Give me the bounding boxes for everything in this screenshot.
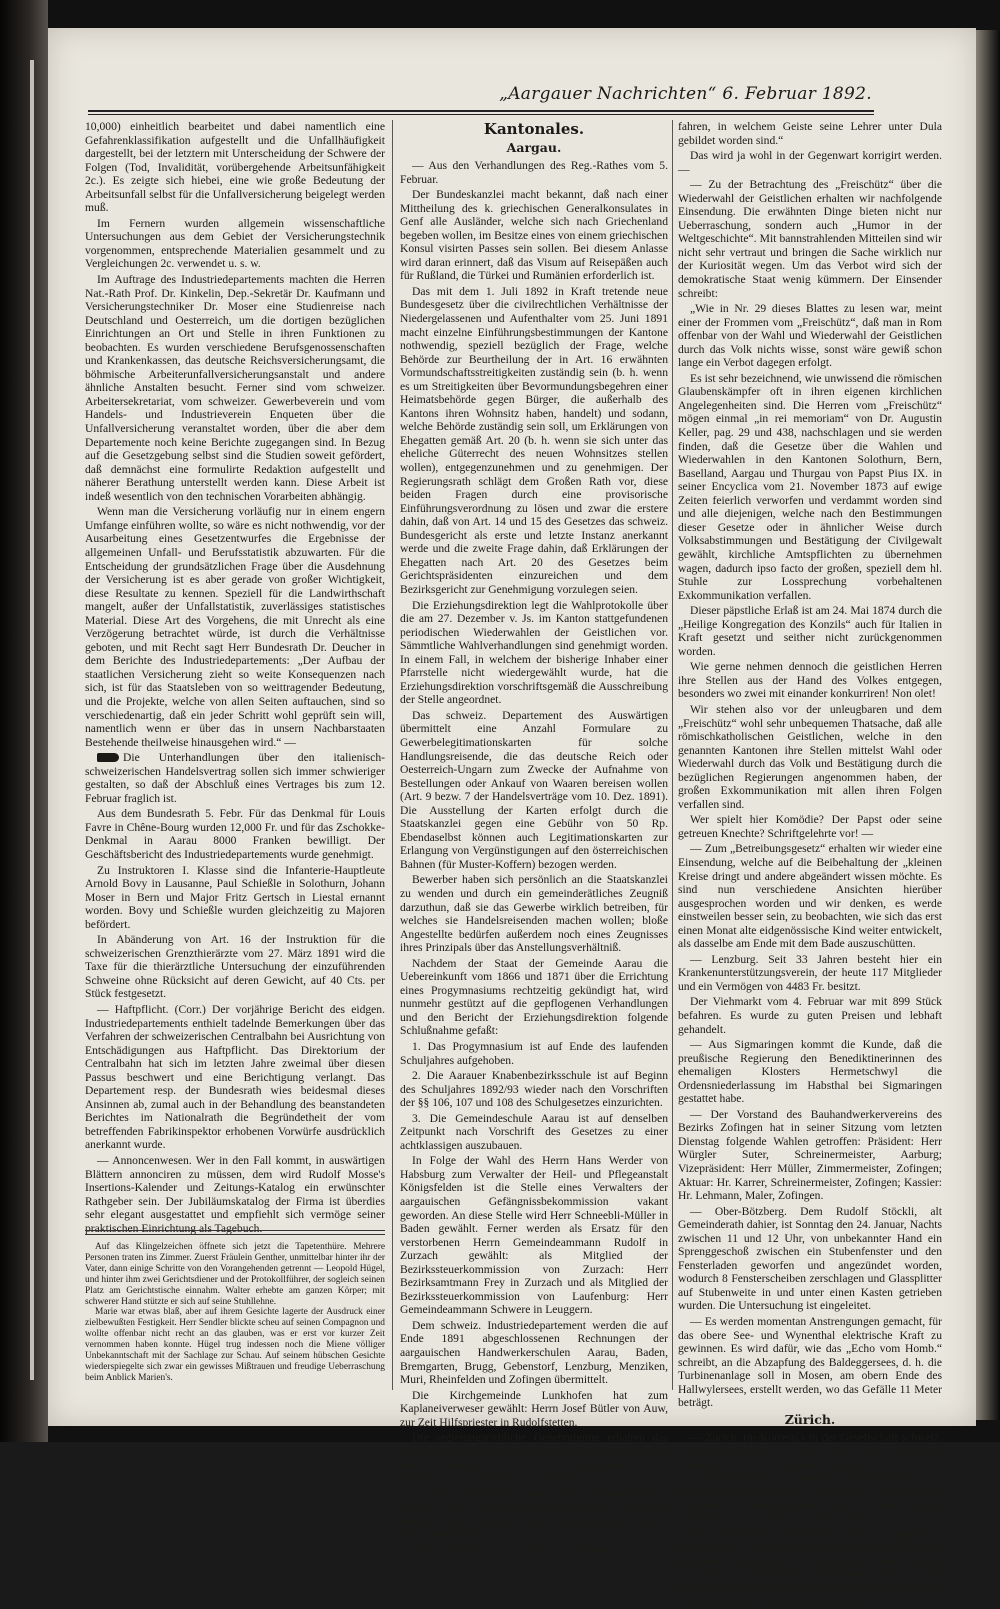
article-paragraph: — Aus Sigmaringen kommt die Kunde, daß die preußische Regierung den Benediktinerinnen des ehemaligen Klosters Hermetschwyl die Ordensniederlassung im Habsthal bei Sigmaringen gestattet habe. — [678, 1038, 942, 1106]
article-paragraph: — Es werden momentan Anstrengungen gemacht, für das obere See- und Wynenthal elektrische Kraft zu gewinnen. Es wird dafür, wie das „Echo vom Homb.“ schreibt, an die Abzapfung des Baldeggersees, d. h. die Turbinenanlage soll in Mosen, am obern Ende des Hallwylersees, erstellt werden, wo das Gefälle 11 Meter beträgt. — [678, 1315, 942, 1410]
feuilleton-rule-2 — [85, 1234, 385, 1235]
article-paragraph: — Ober-Bötzberg. Dem Rudolf Stöckli, alt Gemeinderath dahier, ist Sonntag den 24. Januar, Nachts zwischen 11 und 12 Uhr, von unbekannter Hand ein Sprenggeschoß zwischen ein Stubenfenster und den Fensterladen geworfen und angezündet worden, wodurch 8 Fensterscheiben zerschlagen und Glassplitter auf Stubenweite in und unter einen Kasten getrieben wurden. Die Untersuchung ist eingeleitet. — [678, 1204, 942, 1313]
article-paragraph: Der Viehmarkt vom 4. Februar war mit 899 Stück befahren. Es wurde zu guten Preisen und lebhaft gehandelt. — [678, 995, 942, 1036]
article-paragraph: Die Kirchgemeinde Lunkhofen hat zum Kaplaneiverweser gewählt: Herrn Josef Bütler von Auw, zur Zeit Hilfspriester in Rudolfstetten. — [400, 1388, 668, 1429]
article-paragraph: Das christliche Aargauer Volk hat aber nun er- — [412, 1543, 627, 1557]
masthead — [88, 62, 874, 112]
article-paragraph: Im Fernern wurden allgemein wissenschaftliche Untersuchungen aus dem Gebiet der Versicherungstechnik vorgenommen, entsprechende Materialien gesammelt und zu Vergleichungen 2c. verwendet u. s. w. — [85, 216, 385, 271]
article-paragraph: Wie gerne nehmen dennoch die geistlichen Herren ihre Stellen aus der Hand des Volkes entgegen, besonders wo zwei mit einander konkurriren! Non olet! — [678, 660, 942, 701]
article-paragraph: — Aus den Verhandlungen des Reg.-Rathes vom 5. Februar. — [400, 159, 668, 186]
column-1 — [85, 120, 385, 1235]
feuilleton-paragraph: Auf das Klingelzeichen öffnete sich jetzt die Tapetenthüre. Mehrere Personen traten ins Zimmer. Zuerst Fräulein Genther, unmittelbar hinter ihr der Vater, dann einige Schritte von den Vorangehenden getrennt — Leopold Hügel, und hinter ihm zwei Gerichtsdiener und der Protokollführer, der sogleich seinen Platz am Gerichtstische einnahm. Walter erhebte am ganzen Körper; mit schwerer Hand stützte er sich auf seine Stuhllehne. — [85, 1242, 385, 1307]
column-3 — [678, 120, 942, 1609]
article-paragraph: In Folge der Wahl des Herrn Hans Werder von Habsburg zum Verwalter der Heil- und Pflegeanstalt Königsfelden ist die Stelle eines Verwalters der aargauischen Gefängnissbekommission vakant geworden. An diese Stelle wird Herr Schneebli-Müller in Baden gewählt. Ferner werden als Ersatz für den verstorbenen Herrn Gemeindeammann Rudolf in Zurzach gewählt: als Mitglied der Bezirkssteuerkommission von Zurzach: Herr Bezirksamtmann Frey in Zurzach und als Mitglied der Bezirkssteuerkommission von Laufenburg: Herr Gemeindeammann Schwere in Leuggern. — [400, 1154, 668, 1317]
article-paragraph: Wer spielt hier Komödie? Der Papst oder seine getreuen Knechte? Schriftgelehrte vor! — — [678, 813, 942, 840]
article-paragraph — [85, 751, 385, 805]
section-subtitle-aargau: Aargau. — [506, 140, 562, 155]
section-title-zuerich: Zürich. — [784, 1411, 836, 1427]
article-paragraph: Es ist sehr bezeichnend, wie unwissend die römischen Glaubenskämpfer oft in ihren eigenen kirchlichen Angelegenheiten sind. Die Herren vom „Freischütz“ mögen einmal „in rei memoriam“ von Dr. Augustin Keller, pag. 29 und 438, nachschlagen und sie werden finden, daß die Gesetze über die Wahlen und Wiederwahlen in den Kantonen Solothurn, Bern, Baselland, Aargau und Thurgau von Papst Pius IX. in seiner Encyclica vom 21. November 1873 auf ewige Zeiten feierlich verworfen und verdammt worden sind und alle diejenigen, welche nach den Bestimmungen dieser Gesetze oder in ähnlicher Weise durch Volksabstimmungen und Bestätigung der Civilgewalt gewählt, kirchliche Amtspflichten zu übernehmen wagen, dadurch ipso facto der großen, speziell dem hl. Stuhle zur Lossprechung vorbehaltenen Exkommunikation verfallen. — [678, 371, 942, 602]
article-paragraph: „Wie in Nr. 29 dieses Blattes zu lesen war, meint einer der Frommen vom „Freischütz“, daß man in Rom offenbar von der Wahl und Wiederwahl der Geistlichen durch das Volk nichts wisse, sonst wäre gewiß schon lange ein Verbot dagegen erfolgt. — [678, 302, 942, 370]
article-paragraph: Der Vorstand der Gesellschaft erhielt die Kompetenz, alle Schritte zu thun, um gegen Frankreichs Zollpolitik geeignete Repressalien zu veranlassen. Endlich wurde beschlossen, energisch für vorzüglichen Leitung und der billigen Kurshonorare der Obst- und Weinbauschule für fleißigen Besuch Propaganda zu machen. — [678, 1527, 942, 1609]
masthead-title: „Aargauer Nachrichten“ 6. Februar 1892. — [499, 84, 872, 104]
article-paragraph: Der Bundeskanzlei macht bekannt, daß nach einer Mittheilung des k. griechischen Generalkonsulates in Genf alle Ausländer, welche sich nach Griechenland begeben wollen, im Besitze eines von einem griechischen Konsul visirten Passes sein sollen. Bei diesem Anlasse wird daran erinnert, daß das Visum auf Reisepäßen auch für Rußland, die Türkei und Rumänien erforderlich ist. — [400, 188, 668, 283]
article-paragraph: Das mit dem 1. Juli 1892 in Kraft tretende neue Bundesgesetz über die civilrechtlichen Verhältnisse der Niedergelassenen und Aufenthalter vom 25. Juni 1891 macht einzelne Einführungsbestimmungen der Kantone nothwendig, speziell bezüglich der Frage, welche Behörde zur Beurtheilung der in Art. 16 erwähnten Vormundschaftsstreitigkeiten zuständig sein (b. h. wenn es um Streitigkeiten über Bevormundungsbegehren einer Heimatsbehörde gegen Bürger, die außerhalb des Kantons ihren Wohnsitz haben, handelt) und sodann, welche Behörde zuständig sein soll, um Erklärungen von Ehegatten gemäß Art. 20 (b. h. wenn sie sich unter das eheliche Güterrecht des neuen Wohnsitzes stellen wollen), entgegenzunehmen und zu genehmigen. Der Regierungsrath schlägt dem Großen Rath vor, diese beiden Fragen durch eine provisorische Einführungsverordnung zu lösen und zwar die erstere dahin, daß von Art. 14 und 15 des Gesetzes das schweiz. Bundesgericht als erste und letzte Instanz anerkannt werde und die zweite Frage dahin, daß Erklärungen der Ehegatten nach Art. 20 des Gesetzes beim Gerichtspräsidenten einzureichen und dem Bezirksgericht zur Genehmigung vorzulegen seien. — [400, 284, 668, 596]
article-paragraph: — Zürich. (m-Korresp.) In der Gesellschaft schweiz. Landwirthe theilte Dr. Gerber mit, daß es ihm nach dreimonatlicher Thätigkeit gelungen sei, eine Universalmaschine zur Feststellung des Fettgehaltes von Milch und deren Produkten, zu erfinden. Sie dient nach höchstens 2½ Minuten jedem Laien zu diesem Zweck. Das Bereinsorgan wird die Details erörtern. — [678, 1430, 942, 1526]
column-divider-1 — [392, 120, 393, 1390]
article-paragraph: — Annoncenwesen. Wer in den Fall kommt, in auswärtigen Blättern annonciren zu müssen, dem wird Rudolf Mosse's Insertions-Kalender und Zeitungs-Katalog ein erwünschter Rathgeber sein. Der Jubiläumskatalog der Firma ist überdies sehr elegant ausgestattet und empfiehlt sich vermöge seiner praktischen Einrichtung als Tagebuch. — [85, 1154, 385, 1235]
article-paragraph: — Lenzburg. Seit 33 Jahren besteht hier ein Krankenunterstützungsverein, der heute 117 Mitglieder und ein Vermögen von 4483 Fr. besitzt. — [678, 952, 942, 993]
article-paragraph: Nachdem der Staat der Gemeinde Aarau die Uebereinkunft vom 1866 und 1871 über die Errichtung eines Progymnasiums rechtzeitig gekündigt hat, wird nunmehr gestützt auf die gepflogenen Verhandlungen und den Bericht der Erziehungsdirektion folgende Schlußnahme gefaßt: — [400, 956, 668, 1038]
article-paragraph: Die regierungsräthliche Genehmigung erhalten das neue Waldreglement der Ortsbürgergemeinde Oberhofen und die Hauptrevisionen der Wirthschaftspläne für die Waldungen von Mandach und Wittnau. — [400, 1431, 668, 1485]
article-paragraph: — Zum „Betreibungsgesetz“ erhalten wir wieder eine Einsendung, welche auf die Beibehaltung der „kleinen Kreise dringt und andere abgeändert wissen möchte. Es sind nun verschiedene Ansichten hierüber ausgesprochen worden und wir denken, es werde einstweilen besser sein, zu beobachten, wie sich das erst einen Monat alte eidgenössische Kind weiter entwickelt, als dasselbe am Ende mit dem Bade auszuschütten. — [678, 842, 942, 951]
pointing-hand-icon — [97, 753, 119, 762]
article-paragraph: Die Erziehungsdirektion legt die Wahlprotokolle über die am 27. Dezember v. Js. im Kanton stattgefundenen periodischen Wiederwahlen der Geistlichen vor. Sämmtliche Wahlverhandlungen sind genehmigt worden. In einem Fall, in welchem der bisherige Inhaber einer Pfarrstelle nicht wiedergewählt wurde, hat die Erziehungsdirektion vorschriftsgemäß die Ausschreibung der Stelle angeordnet. — [400, 598, 668, 707]
article-paragraph: Das wird ja wohl in der Gegenwart korrigirt werden. — — [678, 149, 942, 176]
article-paragraph: Dem schweiz. Industriedepartement werden die auf Ende 1891 abgeschlossenen Rechnungen der aargauischen Handwerkerschulen Aarau, Baden, Bremgarten, Brugg, Gebenstorf, Lenzburg, Menziken, Muri, Rheinfelden und Zofingen übermittelt. — [400, 1318, 668, 1387]
article-paragraph: Das schweiz. Departement des Auswärtigen übermittelt eine Anzahl Formulare zu Gewerbelegitimationskarten für solche Handlungsreisende, die das deutsche Reich oder Oesterreich-Ungarn zum Zwecke der Aufnahme von Bestellungen oder Ankauf von Waaren bereisen wollen (Art. 9 bezw. 7 der Handelsverträge vom 10. Dez. 1891). Die Ausstellung der Karten erfolgt durch die Staatskanzlei gegen eine Gebühr von 50 Rp. Ebendaselbst können auch Legitimationskarten zur Erlangung von Vergünstigungen auf den österreichischen Bahnen (für Muster-Koffern) bezogen werden. — [400, 708, 668, 871]
article-paragraph: — Haftpflicht. (Corr.) Der vorjährige Bericht des eidgen. Industriedepartements enthielt tadelnde Bemerkungen über das Verfahren der schweizerischen Centralbahn bei Ausrichtung von Entschädigungen aus Haftpflicht. Das Direktorium der Centralbahn hat sich im letzten Jahre zweimal über diesen Passus beschwert und eine Berichtigung verlangt. Das Departement resp. der Bundesrath wies beidesmal dieses Ansinnen ab, zumal auch in der Behandlung des beanstandeten Berichtes im Nationalrath die Begründetheit der vom betreffenden Fabrikinspektor erhobenen Vorwürfe ausdrücklich anerkannt wurde. — [85, 1003, 385, 1152]
article-paragraph: 1. Das Progymnasium ist auf Ende des laufenden Schuljahres aufgehoben. — [400, 1040, 668, 1067]
article-paragraph: Bewerber haben sich persönlich an die Staatskanzlei zu wenden und durch ein gemeinderätliches Zeugniß darzuthun, daß sie das Gewerbe wirklich betreiben, für welches sie Handelsreisenden machen wollen; bloße Angestellte bedürfen außerdem noch eines Zeugnisses ihres Prinzipals über das Anstellungsverhältniß. — [400, 873, 668, 955]
article-paragraph: fahren, in welchem Geiste seine Lehrer unter Dula gebildet worden sind.“ — [678, 120, 942, 147]
article-text: Die Unterhandlungen über den italienisch-schweizerischen Handelsvertrag sollen sich immer schwieriger gestalten, so daß der Abschluß eines Vertrages bis zum 12. Februar fraglich ist. — [85, 751, 385, 805]
feuilleton-rule — [85, 1230, 385, 1231]
article-paragraph: Dieser päpstliche Erlaß ist am 24. Mai 1874 durch die „Heilige Kongregation des Konzils“ auch für Italien in Kraft gesetzt und seither nicht zurückgenommen worden. — [678, 604, 942, 658]
section-title-kantonales: Kantonales. — [483, 120, 585, 138]
paper-strip — [30, 60, 34, 1380]
feuilleton — [85, 1242, 385, 1392]
article-paragraph: 3. Die Gemeindeschule Aarau ist auf denselben Zeitpunkt nach Vorschrift des Gesetzes zu einer achtklassigen auszubauen. — [400, 1111, 668, 1152]
article-paragraph: In Abänderung von Art. 16 der Instruktion für die schweizerischen Grenzthierärzte vom 27. März 1891 wird die Taxe für die thierärztliche Untersuchung der einzuführenden Schweine ohne Rücksicht auf deren Gewicht, auf 40 Cts. per Stück festgesetzt. — [85, 933, 385, 1001]
article-paragraph: Zu Instruktoren I. Klasse sind die Infanterie-Hauptleute Arnold Bovy in Lausanne, Paul Schießle in Solothurn, Johann Moser in Bern und Major Fritz Gertsch in Liestal ernannt worden. Bovy und Schießle wurden gleichzeitig zu Majoren befördert. — [85, 863, 385, 931]
masthead-rule-thin — [88, 114, 874, 115]
column-2 — [400, 120, 668, 1557]
article-paragraph: — Der „Freischütz“ sagt: „Das Kirchenfeindliche Wirken Dula's und seine freimaurerischen Grundsätze besiegelt Herr Dula durch seine Feuerbestattung. Das ist ganz konsequent. — [400, 1487, 668, 1542]
article-paragraph: — Der Vorstand des Bauhandwerkervereins des Bezirks Zofingen hat in seiner Sitzung vom letzten Dienstag folgende Wahlen getroffen: Präsident: Herr Würgler Suter, Schreinermeister, Aarburg; Vizepräsident: Herr Müller, Zimmermeister, Zofingen; Aktuar: Hr. Karrer, Schreinermeister, Zofingen; Kassier: Hr. Lehmann, Maler, Zofingen. — [678, 1107, 942, 1203]
article-paragraph: Wir stehen also vor der unleugbaren und dem „Freischütz“ wohl sehr unbequemen Thatsache, daß alle römischkatholischen Geistlichen, welche in den genannten Kantonen ihre Stellen mittelst Wahl oder Wiederwahl durch das Volk und Bestätigung durch die bezüglichen Regierungen angenommen haben, der großen Exkommunikation mit allen ihren Folgen verfallen sind. — [678, 702, 942, 811]
article-paragraph: 10,000) einheitlich bearbeitet und dabei namentlich eine Gefahrenklassifikation aufgestellt und die Unfallhäufigkeit dargestellt, bei der letztern mit Unterscheidung der Schwere der Folgen (Tod, Invalidität, vorübergehende Arbeitsunfähigkeit 2c.). Es zeigte sich hiebei, eine wie große Bedeutung der Arbeitsunfall selbst für die Unfallversicherung beigelegt werden muß. — [85, 120, 385, 215]
page-edge-shadow — [975, 30, 1000, 1420]
article-paragraph: Wenn man die Versicherung vorläufig nur in einem engern Umfange einführen wollte, so wäre es nicht nothwendig, vor der Ausarbeitung eines Gesetzentwurfes die Ergebnisse der allgemeinen Unfall- und Berufsstatistik abzuwarten. Für die Entscheidung der grundsätzlichen Frage über die Ausdehnung der Versicherung ist es aber gerade von großer Wichtigkeit, diese Resultate zu kennen. Speziell für die Landwirthschaft mangelt, außer der Unfallstatistik, zuverlässiges statistisches Material. Diese Art des Vorgehens, die mit Unrecht als eine Verzögerung betrachtet würde, ist durch die Verhältnisse geboten, und mit Recht sagt Herr Bundesrath Dr. Deucher in dem Berichte des Industriedepartements: „Der Aufbau der staatlichen Versicherung zieht so weite Konsequenzen nach sich, ist für das Staatsleben von so weittragender Bedeutung, und die Projekte, welche von allen Seiten auftauchen, sind so verschiedenartig, daß ein jeder Schritt wohl geprüft sein will, namentlich wenn er über das in unsern Nachbarstaaten Bestehende theilweise hinausgehen wird.“ — — [85, 505, 385, 749]
article-paragraph: — Zu der Betrachtung des „Freischütz“ über die Wiederwahl der Geistlichen erhalten wir nachfolgende Einsendung. Die erwähnten Dinge bieten nicht nur Ueberraschung, sondern auch „Humor in der Weltgeschichte“. Mit bannstrahlenden Mitteilen sind wir nicht sehr vertraut und bringen die Sache wirklich nur der Kuriosität wegen. Um das Verbot wird sich der demokratische Staat wenig kümmern. Der Einsender schreibt: — [678, 178, 942, 300]
article-paragraph: Im Auftrage des Industriedepartements machten die Herren Nat.-Rath Prof. Dr. Kinkelin, Dep.-Sekretär Dr. Kaufmann und Versicherungstechniker Dr. Moser eine Studienreise nach Deutschland und Oesterreich, um die dortigen bezüglichen Einrichtungen an Ort und Stelle in ihren Funktionen zu beobachten. Es wurden verschiedene Berufsgenossenschaften und Krankenkassen, das deutsche Reichsversicherungsamt, die böhmische Arbeiterunfallversicherungsanstalt und andere ähnliche Anstalten besucht. Ferner sind vom schweizer. Arbeitersekretariat, vom schweizer. Gewerbeverein und vom Handels- und Industrieverein Enqueten über die Unfallversicherung veranstaltet worden, über die aber dem Departemente noch keine Berichte zugegangen sind. In Bezug auf die Gesetzgebung selbst sind die Studien soweit gefördert, daß demnächst eine formulirte Redaktion aufgestellt und näherer Berathung unterstellt werden kann. Diese Arbeit ist indeß wesentlich von den technischen Vorarbeiten abhängig. — [85, 273, 385, 503]
column-divider-2 — [672, 120, 673, 1390]
feuilleton-paragraph: Marie war etwas blaß, aber auf ihrem Gesichte lagerte der Ausdruck einer zielbewußten Festigkeit. Herr Sendler blickte scheu auf seinen Compagnon und wollte offenbar nicht recht an das glauben, was er erst vor kurzer Zeit vernommen haben konnte. Hügel trug indessen noch die Miene völliger Unbekanntschaft mit der Sachlage zur Schau. Auf seinem hübschen Gesichte wiederspiegelte sich zwar ein gewisses Mißtrauen und freudige Ueberraschung beim Anblick Marien's. — [85, 1307, 385, 1383]
article-paragraph: Aus dem Bundesrath 5. Febr. Für das Denkmal für Louis Favre in Chêne-Bourg wurden 12,000 Fr. und für das Zschokke-Denkmal in Aarau 8000 Franken bewilligt. Der Geschäftsbericht des Industriedepartements wurde genehmigt. — [85, 807, 385, 861]
article-paragraph: 2. Die Aarauer Knabenbezirksschule ist auf Beginn des Schuljahres 1892/93 wieder nach den Vorschriften der §§ 106, 107 und 108 des Schulgesetzes einzurichten. — [400, 1069, 668, 1110]
masthead-rule — [88, 110, 874, 112]
book-spine — [0, 0, 48, 1442]
